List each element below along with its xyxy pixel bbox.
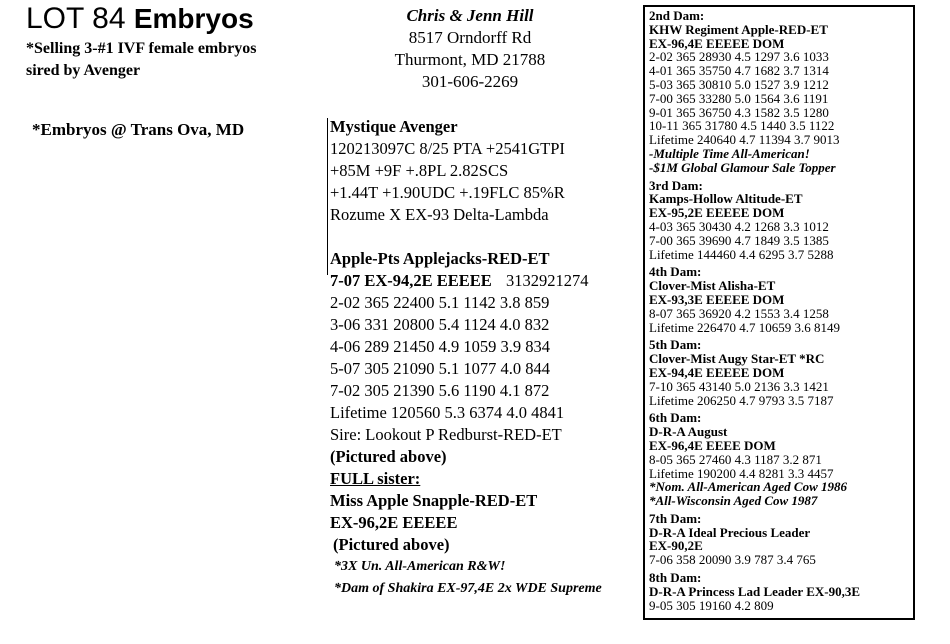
- dam-generation-classification: EX-93,3E EEEEE DOM: [649, 291, 785, 307]
- sire-line: Rozume X EX-93 Delta-Lambda: [330, 205, 549, 224]
- dam-generation-name: KHW Regiment Apple-RED-ET: [649, 21, 828, 37]
- dam-generation-record: Lifetime 190200 4.4 8281 3.3 4457: [649, 465, 834, 481]
- dam-generation-note: -Multiple Time All-American!: [649, 145, 810, 161]
- breeder-name: Chris & Jenn Hill: [406, 6, 534, 25]
- dam-generation-label: 7th Dam:: [649, 510, 702, 526]
- dam-generation-record: Lifetime 206250 4.7 9793 3.5 7187: [649, 392, 834, 408]
- dam-classification: 7-07 EX-94,2E EEEEE: [330, 271, 492, 290]
- full-sister-note: *Dam of Shakira EX-97,4E 2x WDE Supreme: [334, 581, 602, 596]
- dam-sire: Sire: Lookout P Redburst-RED-ET: [330, 425, 562, 444]
- sire-line: 120213097C 8/25 PTA +2541GTPI: [330, 139, 565, 158]
- dam-generation-note: -$1M Global Glamour Sale Topper: [649, 159, 836, 175]
- dam-record: 2-02 365 22400 5.1 1142 3.8 859: [330, 293, 550, 312]
- selling-line: *Selling 3-#1 IVF female embryos: [26, 40, 257, 57]
- dam-record: 4-06 289 21450 4.9 1059 3.9 834: [330, 337, 550, 356]
- dam-generation-name: D-R-A Princess Lad Leader EX-90,3E: [649, 583, 861, 599]
- dam-name: Apple-Pts Applejacks-RED-ET: [330, 249, 550, 268]
- dam-generation-label: 3rd Dam:: [649, 177, 703, 193]
- dam-generation-classification: EX-94,4E EEEEE DOM: [649, 364, 785, 380]
- sire-divider: [327, 118, 328, 275]
- dam-generation-label: 8th Dam:: [649, 570, 702, 586]
- full-sister-label: FULL sister:: [330, 469, 421, 488]
- sire-line: +85M +9F +.8PL 2.82SCS: [330, 161, 509, 180]
- dam-generation-note: *All-Wisconsin Aged Cow 1987: [649, 493, 818, 509]
- dam-generation-note: *Nom. All-American Aged Cow 1986: [649, 479, 848, 495]
- dam-reg: 3132921274: [505, 271, 589, 290]
- dam-generation-name: Kamps-Hollow Altitude-ET: [649, 191, 803, 207]
- breeder-address-1: 8517 Orndorff Rd: [408, 28, 532, 47]
- dam-generation-record: 5-03 365 30810 5.0 1527 3.9 1212: [649, 76, 829, 92]
- dam-generation-name: D-R-A August: [649, 424, 728, 440]
- selling-line: sired by Avenger: [26, 62, 141, 79]
- dam-generation-record: 7-06 358 20090 3.9 787 3.4 765: [649, 552, 816, 568]
- lot-type: Embryos: [133, 3, 254, 34]
- pedigree-list: [649, 9, 860, 612]
- full-sister-classification: EX-96,2E EEEEE: [330, 513, 458, 532]
- breeder-address-2: Thurmont, MD 21788: [394, 50, 546, 69]
- dam-generation-record: 4-03 365 30430 4.2 1268 3.3 1012: [649, 218, 829, 234]
- dam-generation-record: 8-05 365 27460 4.3 1187 3.2 871: [649, 451, 822, 467]
- dam-generation-record: 10-11 365 31780 4.5 1440 3.5 1122: [649, 118, 835, 134]
- dam-generation-name: D-R-A Ideal Precious Leader: [649, 524, 811, 540]
- dam-generation-record: 9-05 305 19160 4.2 809: [649, 597, 774, 613]
- lot-number: LOT 84: [26, 2, 126, 35]
- dam-generation-classification: EX-96,4E EEEE DOM: [649, 437, 776, 453]
- dam-generation-record: 7-10 365 43140 5.0 2136 3.3 1421: [649, 378, 829, 394]
- dam-generation-record: 8-07 365 36920 4.2 1553 3.4 1258: [649, 305, 829, 321]
- breeder-info: [385, 5, 555, 93]
- sire-line: +1.44T +1.90UDC +.19FLC 85%R: [330, 183, 565, 202]
- full-sister-pictured: (Pictured above): [333, 535, 450, 554]
- dam-generation-classification: EX-95,2E EEEEE DOM: [649, 205, 785, 221]
- dam-generation-label: 4th Dam:: [649, 264, 702, 280]
- sire-name: Mystique Avenger: [330, 117, 458, 136]
- dam-generation-record: Lifetime 144460 4.4 6295 3.7 5288: [649, 246, 834, 262]
- dam-record: 3-06 331 20800 5.4 1124 4.0 832: [330, 315, 550, 334]
- full-sister-name: Miss Apple Snapple-RED-ET: [330, 491, 538, 510]
- dam-pictured: (Pictured above): [330, 447, 447, 466]
- dam-lifetime: Lifetime 120560 5.3 6374 4.0 4841: [330, 403, 565, 422]
- lot-title: [26, 2, 254, 36]
- dam-generation-record: Lifetime 240640 4.7 11394 3.7 9013: [649, 132, 840, 148]
- dam-generation-label: 5th Dam:: [649, 337, 702, 353]
- dam-generation-classification: EX-96,4E EEEEE DOM: [649, 35, 785, 51]
- dam-generation-label: 6th Dam:: [649, 410, 702, 426]
- dam-generation-classification: EX-90,2E: [649, 538, 703, 554]
- full-sister-note: *3X Un. All-American R&W!: [334, 559, 506, 574]
- dam-generation-record: 4-01 365 35750 4.7 1682 3.7 1314: [649, 63, 829, 79]
- dam-record: 5-07 305 21090 5.1 1077 4.0 844: [330, 359, 550, 378]
- dam-generation-record: 7-00 365 33280 5.0 1564 3.6 1191: [649, 90, 829, 106]
- dam-generation-record: 7-00 365 39690 4.7 1849 3.5 1385: [649, 232, 829, 248]
- dam-generation-record: 9-01 365 36750 4.3 1582 3.5 1280: [649, 104, 829, 120]
- dam-generation-record: 2-02 365 28930 4.5 1297 3.6 1033: [649, 49, 829, 65]
- location-note: *Embryos @ Trans Ova, MD: [32, 120, 245, 139]
- dam-classification-row: [330, 270, 602, 292]
- dam-generation-name: Clover-Mist Alisha-ET: [649, 278, 776, 294]
- dam-generation-name: Clover-Mist Augy Star-ET *RC: [649, 351, 825, 367]
- dam-generation-label: 2nd Dam:: [649, 8, 705, 23]
- sire-dam-column: [330, 116, 602, 600]
- dam-record: 7-02 305 21390 5.6 1190 4.1 872: [330, 381, 550, 400]
- dam-generation-record: Lifetime 226470 4.7 10659 3.6 8149: [649, 319, 841, 335]
- selling-note: [26, 38, 256, 82]
- breeder-phone: 301-606-2269: [421, 72, 519, 91]
